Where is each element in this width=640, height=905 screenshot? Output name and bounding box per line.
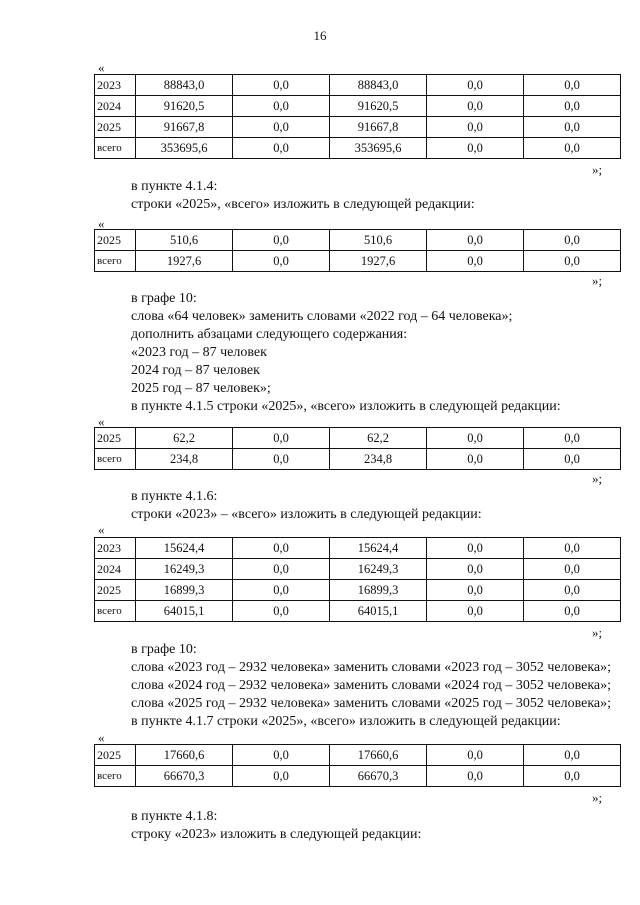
- value-cell: 0,0: [427, 538, 524, 559]
- table-row: [95, 601, 621, 622]
- paragraph: строки «2025», «всего» изложить в следующей редакции:: [131, 197, 475, 212]
- paragraph: слова «2024 год – 2932 человека» заменить словами «2024 год – 3052 человека»;: [131, 678, 612, 693]
- value-cell: 0,0: [524, 117, 621, 138]
- closing-quote: »;: [592, 625, 603, 640]
- row-label-cell: 2023: [95, 75, 136, 96]
- value-cell: 353695,6: [136, 138, 233, 159]
- amendment-table: [94, 537, 621, 622]
- opening-quote: «: [98, 414, 105, 429]
- paragraph: 2025 год – 87 человек»;: [131, 381, 271, 396]
- value-cell: 0,0: [233, 117, 330, 138]
- value-cell: 66670,3: [136, 766, 233, 787]
- value-cell: 0,0: [233, 428, 330, 449]
- paragraph: в графе 10:: [131, 642, 197, 657]
- value-cell: 0,0: [233, 580, 330, 601]
- value-cell: 0,0: [427, 75, 524, 96]
- value-cell: 0,0: [524, 601, 621, 622]
- row-label-cell: 2023: [95, 538, 136, 559]
- value-cell: 64015,1: [136, 601, 233, 622]
- value-cell: 17660,6: [330, 745, 427, 766]
- paragraph: в пункте 4.1.4:: [131, 179, 218, 194]
- table-row: [95, 75, 621, 96]
- value-cell: 0,0: [233, 230, 330, 251]
- paragraph: слова «64 человек» заменить словами «2022 год – 64 человека»;: [131, 309, 513, 324]
- value-cell: 16899,3: [136, 580, 233, 601]
- table-row: [95, 580, 621, 601]
- value-cell: 16249,3: [330, 559, 427, 580]
- value-cell: 0,0: [427, 117, 524, 138]
- value-cell: 0,0: [427, 428, 524, 449]
- row-label-cell: 2024: [95, 96, 136, 117]
- value-cell: 0,0: [524, 96, 621, 117]
- table-row: [95, 428, 621, 449]
- amendment-table: [94, 427, 621, 470]
- row-label-cell: всего: [95, 251, 136, 272]
- value-cell: 0,0: [427, 745, 524, 766]
- paragraph: «2023 год – 87 человек: [131, 345, 267, 360]
- row-label-cell: 2024: [95, 559, 136, 580]
- value-cell: 15624,4: [136, 538, 233, 559]
- table-row: [95, 449, 621, 470]
- closing-quote: »;: [592, 273, 603, 288]
- value-cell: 234,8: [136, 449, 233, 470]
- value-cell: 0,0: [427, 230, 524, 251]
- paragraph: в пункте 4.1.5 строки «2025», «всего» изложить в следующей редакции:: [131, 399, 561, 414]
- value-cell: 16899,3: [330, 580, 427, 601]
- value-cell: 15624,4: [330, 538, 427, 559]
- value-cell: 0,0: [427, 559, 524, 580]
- value-cell: 0,0: [233, 766, 330, 787]
- table-row: [95, 138, 621, 159]
- value-cell: 0,0: [427, 251, 524, 272]
- value-cell: 0,0: [233, 96, 330, 117]
- paragraph: строки «2023» – «всего» изложить в следующей редакции:: [131, 507, 482, 522]
- closing-quote: »;: [592, 162, 603, 177]
- paragraph: в пункте 4.1.7 строки «2025», «всего» изложить в следующей редакции:: [131, 714, 561, 729]
- value-cell: 0,0: [524, 75, 621, 96]
- row-label-cell: 2025: [95, 230, 136, 251]
- value-cell: 88843,0: [330, 75, 427, 96]
- value-cell: 0,0: [524, 428, 621, 449]
- value-cell: 0,0: [524, 538, 621, 559]
- value-cell: 0,0: [233, 538, 330, 559]
- value-cell: 88843,0: [136, 75, 233, 96]
- table-row: [95, 766, 621, 787]
- amendment-table: [94, 74, 621, 159]
- value-cell: 234,8: [330, 449, 427, 470]
- row-label-cell: 2025: [95, 580, 136, 601]
- paragraph: строку «2023» изложить в следующей редакции:: [131, 827, 422, 842]
- paragraph: в графе 10:: [131, 291, 197, 306]
- value-cell: 0,0: [233, 251, 330, 272]
- row-label-cell: 2025: [95, 117, 136, 138]
- paragraph: слова «2023 год – 2932 человека» заменить словами «2023 год – 3052 человека»;: [131, 660, 612, 675]
- value-cell: 0,0: [427, 580, 524, 601]
- table-row: [95, 230, 621, 251]
- value-cell: 1927,6: [136, 251, 233, 272]
- value-cell: 0,0: [427, 766, 524, 787]
- row-label-cell: 2025: [95, 745, 136, 766]
- value-cell: 64015,1: [330, 601, 427, 622]
- value-cell: 91620,5: [330, 96, 427, 117]
- value-cell: 0,0: [524, 745, 621, 766]
- value-cell: 0,0: [233, 138, 330, 159]
- value-cell: 0,0: [524, 766, 621, 787]
- value-cell: 1927,6: [330, 251, 427, 272]
- value-cell: 0,0: [524, 230, 621, 251]
- value-cell: 0,0: [233, 75, 330, 96]
- value-cell: 0,0: [233, 449, 330, 470]
- page-number: 16: [313, 28, 327, 43]
- value-cell: 91667,8: [330, 117, 427, 138]
- value-cell: 62,2: [330, 428, 427, 449]
- amendment-table: [94, 744, 621, 787]
- paragraph: 2024 год – 87 человек: [131, 363, 260, 378]
- value-cell: 0,0: [524, 449, 621, 470]
- opening-quote: «: [98, 216, 105, 231]
- paragraph: дополнить абзацами следующего содержания:: [131, 327, 408, 342]
- value-cell: 0,0: [524, 138, 621, 159]
- row-label-cell: всего: [95, 138, 136, 159]
- value-cell: 0,0: [427, 138, 524, 159]
- value-cell: 91667,8: [136, 117, 233, 138]
- closing-quote: »;: [592, 471, 603, 486]
- value-cell: 0,0: [524, 251, 621, 272]
- value-cell: 0,0: [233, 559, 330, 580]
- value-cell: 510,6: [330, 230, 427, 251]
- value-cell: 0,0: [233, 745, 330, 766]
- value-cell: 510,6: [136, 230, 233, 251]
- paragraph: в пункте 4.1.8:: [131, 809, 218, 824]
- value-cell: 0,0: [524, 580, 621, 601]
- table-row: [95, 559, 621, 580]
- row-label-cell: всего: [95, 601, 136, 622]
- amendment-table: [94, 229, 621, 272]
- row-label-cell: всего: [95, 766, 136, 787]
- table-row: [95, 117, 621, 138]
- paragraph: слова «2025 год – 2932 человека» заменить словами «2025 год – 3052 человека»;: [131, 696, 612, 711]
- table-row: [95, 96, 621, 117]
- value-cell: 66670,3: [330, 766, 427, 787]
- value-cell: 0,0: [233, 601, 330, 622]
- paragraph: в пункте 4.1.6:: [131, 489, 218, 504]
- value-cell: 353695,6: [330, 138, 427, 159]
- opening-quote: «: [98, 60, 105, 75]
- table-row: [95, 251, 621, 272]
- row-label-cell: 2025: [95, 428, 136, 449]
- value-cell: 0,0: [427, 96, 524, 117]
- table-row: [95, 538, 621, 559]
- opening-quote: «: [98, 730, 105, 745]
- value-cell: 0,0: [524, 559, 621, 580]
- closing-quote: »;: [592, 790, 603, 805]
- value-cell: 17660,6: [136, 745, 233, 766]
- value-cell: 0,0: [427, 449, 524, 470]
- opening-quote: «: [98, 522, 105, 537]
- table-row: [95, 745, 621, 766]
- value-cell: 16249,3: [136, 559, 233, 580]
- value-cell: 0,0: [427, 601, 524, 622]
- value-cell: 62,2: [136, 428, 233, 449]
- row-label-cell: всего: [95, 449, 136, 470]
- value-cell: 91620,5: [136, 96, 233, 117]
